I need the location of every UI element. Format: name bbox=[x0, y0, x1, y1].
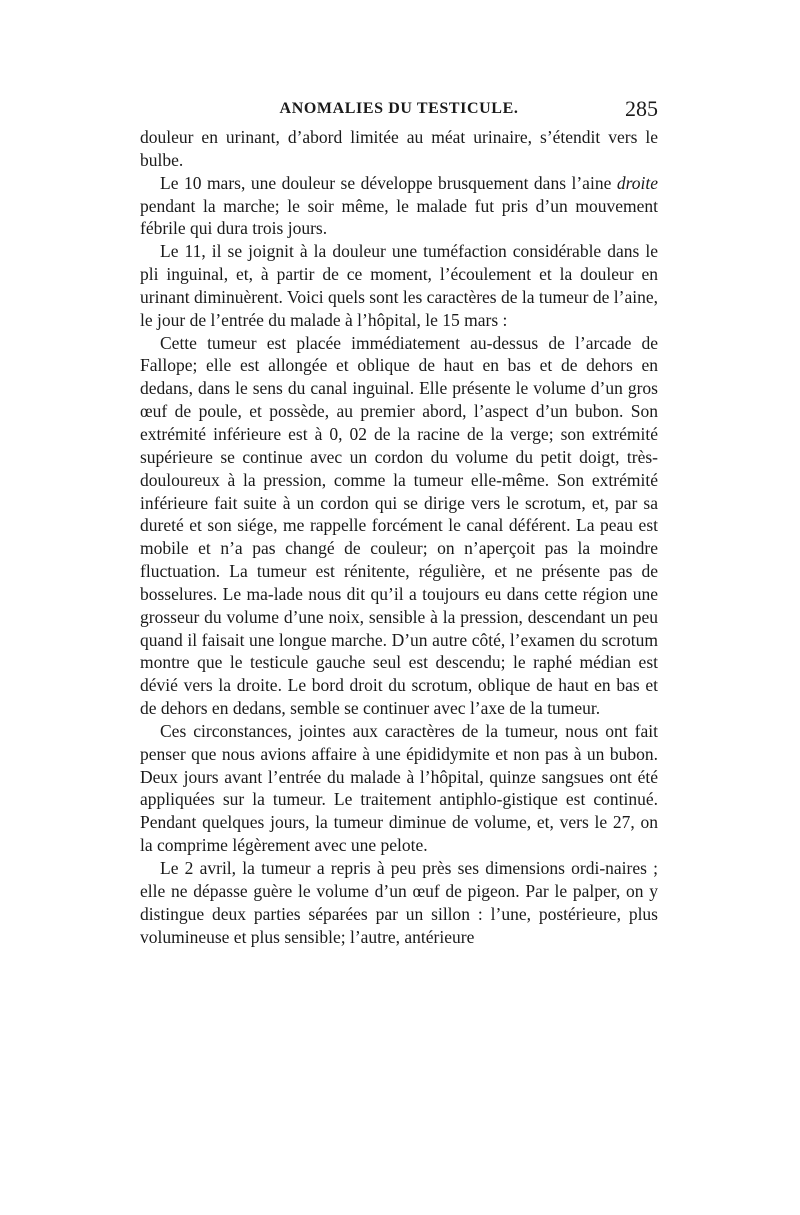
body-text bbox=[140, 126, 658, 948]
running-head bbox=[140, 96, 658, 126]
paragraph-tumor-description: Cette tumeur est placée immédiatement au-dessus de l’arcade de Fallope; elle est allongée et oblique de haut en bas et de dehors en dedans, dans le sens du canal inguinal. Elle présente le volume d’un gros œuf de poule, et possède, au premier abord, l’aspect d’un bubon. Son extrémité inférieure est à 0, 02 de la racine de la verge; son extrémité supérieure se continue avec un cordon du volume du petit doigt, très-douloureux à la pression, comme la tumeur elle-même. Son extrémité inférieure fait suite à un cordon qui se dirige vers le scrotum, et, par sa dureté et son siége, me rappelle forcément le canal déférent. La peau est mobile et n’a pas changé de couleur; on n’aperçoit pas la moindre fluctuation. La tumeur est rénitente, régulière, et ne présente pas de bosselures. Le ma-lade nous dit qu’il a toujours eu dans cette région une grosseur du volume d’une noix, sensible à la pression, descendant un peu quand il faisait une longue marche. D’un autre côté, l’examen du scrotum montre que le testicule gauche seul est descendu; le raphé médian est dévié vers la droite. Le bord droit du scrotum, oblique de haut en bas et de dehors en dedans, semble se continuer avec l’axe de la tumeur. bbox=[140, 332, 658, 719]
paragraph-text: pendant la marche; le soir même, le malade fut pris d’un mouvement fébrile qui dura trois jours. bbox=[140, 195, 658, 239]
paragraph-april-2: Le 2 avril, la tumeur a repris à peu près ses dimensions ordi-naires ; elle ne dépasse guère le volume d’un œuf de pigeon. Par le palper, on y distingue deux parties séparées par un sillon : l’une, postérieure, plus volumineuse et plus sensible; l’autre, antérieure bbox=[140, 858, 658, 947]
paragraph-text: Le 10 mars, une douleur se développe brusquement dans l’aine bbox=[160, 172, 617, 193]
paragraph-march-11: Le 11, il se joignit à la douleur une tuméfaction considérable dans le pli inguinal, et, à partir de ce moment, l’écoulement et la douleur en urinant diminuèrent. Voici quels sont les caractères de la tumeur de l’aine, le jour de l’entrée du malade à l’hôpital, le 15 mars : bbox=[140, 241, 658, 330]
paragraph-circumstances: Ces circonstances, jointes aux caractères de la tumeur, nous ont fait penser que nous avions affaire à une épididymite et non pas à un bubon. Deux jours avant l’entrée du malade à l’hôpital, quinze sangsues ont été appliquées sur la tumeur. Le traitement antiphlo-gistique est continué. Pendant quelques jours, la tumeur diminue de volume, et, vers le 27, on la comprime légèrement avec une pelote. bbox=[140, 720, 658, 856]
emphasized-word: droite bbox=[616, 172, 658, 193]
page-number: 285 bbox=[625, 96, 658, 121]
running-title: ANOMALIES DU TESTICULE. bbox=[279, 100, 519, 117]
paragraph-march-10 bbox=[140, 172, 658, 241]
paragraph-continued: douleur en urinant, d’abord limitée au méat urinaire, s’étendit vers le bulbe. bbox=[140, 127, 658, 170]
